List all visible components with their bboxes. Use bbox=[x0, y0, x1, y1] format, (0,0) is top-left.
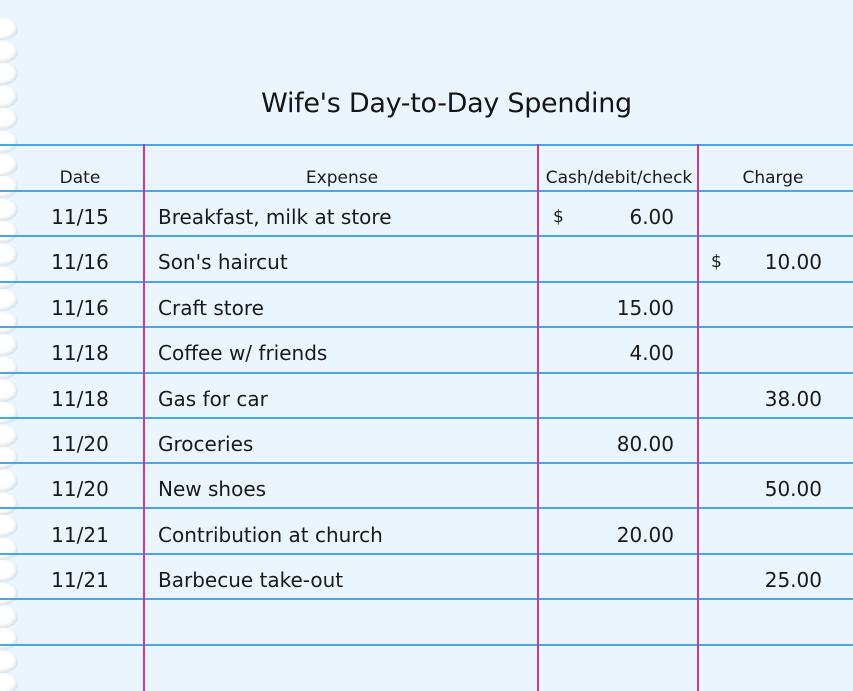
spiral-hole bbox=[0, 673, 18, 691]
cell-cash bbox=[540, 240, 674, 284]
cell-cash: 6.00 bbox=[629, 205, 674, 229]
spiral-hole bbox=[0, 402, 18, 424]
cell-charge: 10.00 bbox=[764, 250, 822, 275]
spiral-hole bbox=[0, 244, 18, 266]
cell-date: 11/20 bbox=[51, 477, 109, 502]
cell-date: 11/16 bbox=[51, 295, 109, 320]
cell-expense: Craft store bbox=[158, 295, 264, 320]
spiral-hole bbox=[0, 447, 18, 469]
page-title: Wife's Day-to-Day Spending bbox=[261, 88, 632, 119]
cell-expense: Groceries bbox=[158, 432, 254, 456]
spiral-hole bbox=[0, 493, 18, 515]
cell-expense: Breakfast, milk at store bbox=[158, 205, 392, 229]
cell-date: 11/18 bbox=[51, 341, 109, 366]
cash-dollar-sign: $ bbox=[553, 207, 564, 227]
spiral-hole bbox=[0, 560, 18, 582]
cell-expense: Barbecue take-out bbox=[158, 568, 344, 593]
spiral-hole bbox=[0, 357, 18, 379]
cell-date: 11/18 bbox=[51, 386, 109, 411]
spiral-hole bbox=[0, 289, 18, 311]
cell-charge: 38.00 bbox=[764, 386, 822, 411]
column-divider-cash bbox=[697, 144, 699, 691]
cell-expense: Son's haircut bbox=[158, 250, 288, 275]
spiral-hole bbox=[0, 312, 18, 334]
header-cash: Cash/debit/check bbox=[545, 168, 693, 188]
spiral-hole bbox=[0, 628, 18, 650]
spiral-hole bbox=[0, 176, 18, 198]
cell-expense: New shoes bbox=[158, 477, 267, 502]
cell-charge: 25.00 bbox=[764, 568, 822, 593]
header-date: Date bbox=[59, 168, 101, 188]
spiral-hole bbox=[0, 41, 18, 63]
cell-cash: 4.00 bbox=[629, 341, 674, 366]
spiral-hole bbox=[0, 583, 18, 605]
cell-expense: Gas for car bbox=[158, 386, 268, 411]
spiral-hole bbox=[0, 606, 18, 628]
cell-cash bbox=[540, 558, 674, 602]
cell-cash bbox=[540, 467, 674, 511]
column-divider-date bbox=[143, 144, 145, 691]
cell-cash bbox=[540, 377, 674, 421]
column-divider-expense bbox=[537, 144, 539, 691]
cell-cash: 20.00 bbox=[616, 522, 674, 547]
cell-cash: 80.00 bbox=[616, 432, 674, 456]
spiral-hole bbox=[0, 18, 18, 40]
spiral-hole bbox=[0, 267, 18, 289]
cell-charge: 50.00 bbox=[764, 477, 822, 502]
spiral-hole bbox=[0, 154, 18, 176]
cell-date: 11/21 bbox=[51, 568, 109, 593]
spiral-hole bbox=[0, 651, 18, 673]
charge-dollar-sign: $ bbox=[711, 252, 722, 273]
cell-date: 11/21 bbox=[51, 522, 109, 547]
header-expense: Expense bbox=[305, 168, 379, 188]
cell-date: 11/20 bbox=[51, 432, 109, 456]
rule-line bbox=[0, 644, 853, 646]
cell-charge bbox=[702, 422, 822, 466]
cell-date: 11/16 bbox=[51, 250, 109, 275]
cell-cash: 15.00 bbox=[616, 295, 674, 320]
cell-charge bbox=[702, 286, 822, 330]
spiral-hole bbox=[0, 199, 18, 221]
spiral-hole bbox=[0, 131, 18, 153]
cell-charge bbox=[702, 195, 822, 239]
spiral-hole bbox=[0, 425, 18, 447]
cell-charge bbox=[702, 331, 822, 375]
spiral-hole bbox=[0, 334, 18, 356]
spiral-hole bbox=[0, 538, 18, 560]
spiral-hole bbox=[0, 515, 18, 537]
spiral-hole bbox=[0, 63, 18, 85]
cell-expense: Contribution at church bbox=[158, 522, 383, 547]
spiral-hole bbox=[0, 470, 18, 492]
cell-expense: Coffee w/ friends bbox=[158, 341, 328, 366]
spiral-hole bbox=[0, 380, 18, 402]
cell-charge bbox=[702, 513, 822, 557]
header-charge: Charge bbox=[742, 168, 804, 188]
cell-date: 11/15 bbox=[51, 205, 109, 229]
spiral-hole bbox=[0, 221, 18, 243]
rule-line bbox=[0, 144, 853, 146]
